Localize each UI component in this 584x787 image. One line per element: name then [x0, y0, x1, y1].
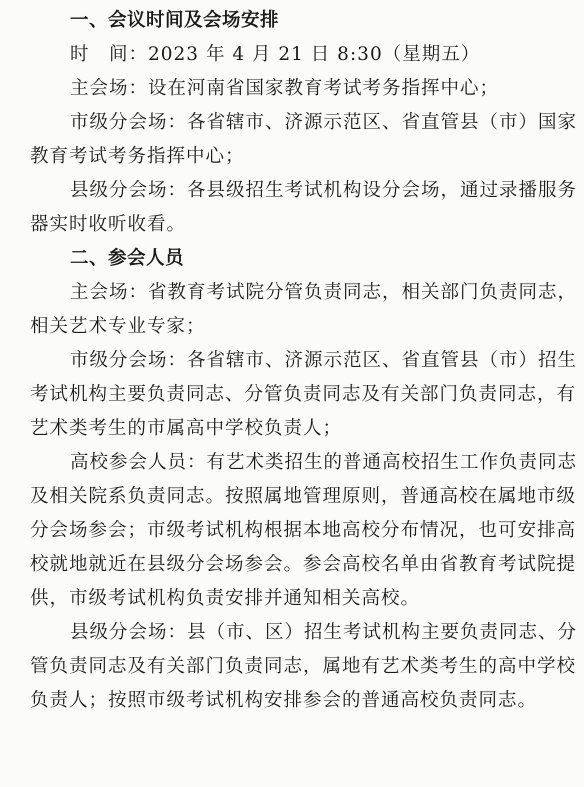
paragraph-city-attendees	[30, 344, 578, 446]
text-line: 教育考试考务指挥中心；	[30, 146, 245, 167]
text-line: 校就地就近在县级分会场参会。参会高校名单由省教育考试院提	[30, 554, 577, 575]
text-line: 负责人；按照市级考试机构安排参会的普通高校负责同志。	[30, 690, 538, 711]
text-line: 分会场参会；市级考试机构根据本地高校分布情况，也可安排高	[30, 520, 577, 541]
text-line: 高校参会人员：有艺术类招生的普通高校招生工作负责同志	[70, 452, 578, 473]
paragraph-county-venue	[30, 174, 578, 242]
text-line: 县级分会场：各县级招生考试机构设分会场，通过录播服务	[70, 180, 578, 201]
paragraph-main-venue	[30, 72, 568, 106]
paragraph-main-attendees	[30, 276, 578, 344]
section-heading-meeting-time: 一、会议时间及会场安排	[70, 10, 280, 31]
text-line: 及相关院系负责同志。按照属地管理原则，普通高校在属地市级	[30, 486, 577, 507]
text-line: 市级分会场：各省辖市、济源示范区、省直管县（市）国家	[70, 112, 578, 133]
text-line: 艺术类考生的市属高中学校负责人；	[30, 418, 343, 439]
text-line: 管负责同志及有关部门负责同志，属地有艺术类考生的高中学校	[30, 656, 577, 677]
text-line: 供，市级考试机构负责安排并通知相关高校。	[30, 588, 421, 609]
paragraph-city-venue	[30, 106, 578, 174]
paragraph-county-attendees	[30, 616, 578, 718]
text-line: 器实时收听收看。	[30, 214, 187, 235]
paragraph-university-attendees	[30, 446, 578, 616]
text-line: 主会场：设在河南省国家教育考试考务指挥中心；	[70, 78, 500, 99]
text-line: 主会场：省教育考试院分管负责同志，相关部门负责同志，	[70, 282, 578, 303]
text-line: 相关艺术专业专家；	[30, 316, 206, 337]
text-line: 市级分会场：各省辖市、济源示范区、省直管县（市）招生	[70, 350, 578, 371]
section-heading-attendees: 二、参会人员	[70, 248, 185, 269]
text-line: 县级分会场：县（市、区）招生考试机构主要负责同志、分	[70, 622, 578, 643]
paragraph-time	[30, 38, 568, 72]
text-line: 时 间：2023 年 4 月 21 日 8:30（星期五）	[70, 44, 481, 65]
text-line: 考试机构主要负责同志、分管负责同志及有关部门负责同志，有	[30, 384, 577, 405]
